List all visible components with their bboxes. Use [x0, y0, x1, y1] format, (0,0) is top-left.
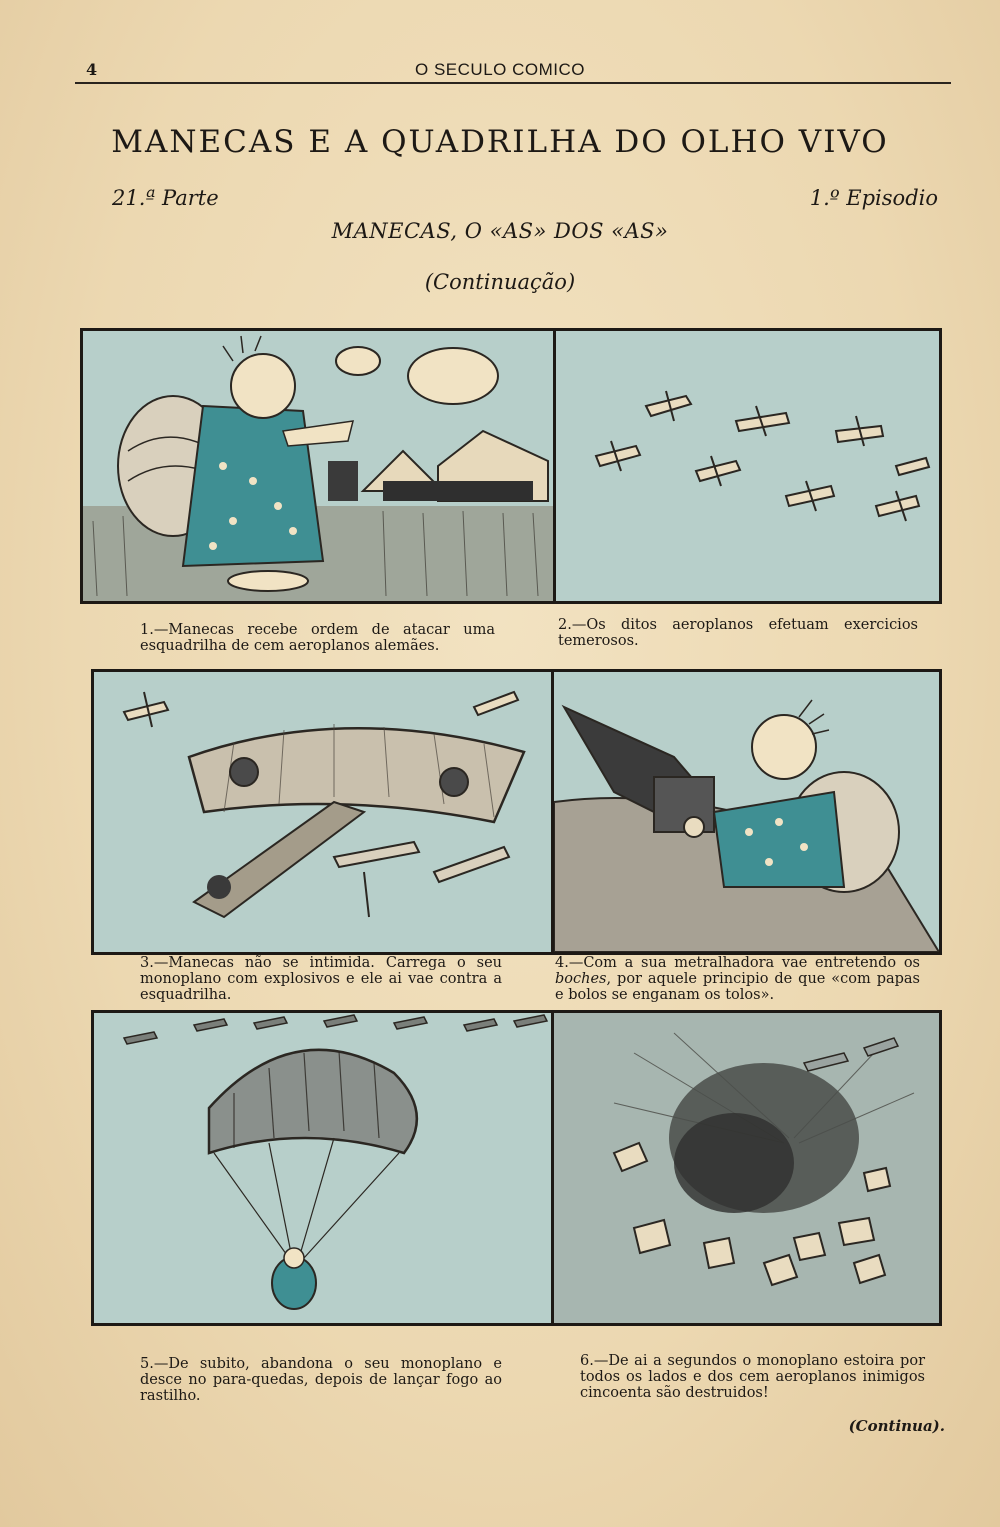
caption-2: 2.—Os ditos aeroplanos efetuam exercicios temerosos.	[558, 617, 918, 649]
part-label: 21.ª Parte	[112, 186, 219, 210]
panel-6-illustration	[554, 1013, 939, 1323]
caption-5: 5.—De subito, abandona o seu monoplano e desce no para-quedas, depois de lançar fogo ao rastilho.	[140, 1356, 502, 1404]
panel-2	[553, 328, 942, 604]
caption-6: 6.—De ai a segundos o monoplano estoira por todos os lados e dos cem aeroplanos inimigos cincoenta são destruidos!	[580, 1353, 925, 1401]
caption-4-text-after: , por aquele principio de que «com papas e bolos se enganam os tolos».	[555, 971, 920, 1003]
publication-title: O SECULO COMICO	[415, 60, 585, 79]
episode-label: 1.º Episodio	[809, 186, 938, 210]
panel-4	[551, 669, 942, 955]
header-rule	[75, 82, 951, 84]
panel-2-illustration	[556, 331, 939, 601]
page-number: 4	[86, 60, 98, 79]
story-subtitle: MANECAS, O «AS» DOS «AS»	[331, 219, 669, 243]
continuation-label: (Continuação)	[424, 270, 576, 294]
caption-4-emphasis: boches	[555, 971, 607, 987]
panel-3-illustration	[94, 672, 554, 952]
panel-1	[80, 328, 559, 604]
panel-5-illustration	[94, 1013, 554, 1323]
panel-3	[91, 669, 557, 955]
panel-4-illustration	[554, 672, 939, 952]
panel-6	[551, 1010, 942, 1326]
continues-label: (Continua).	[848, 1417, 945, 1435]
panel-5	[91, 1010, 557, 1326]
caption-4-text-before: 4.—Com a sua metralhadora vae entretendo os	[555, 955, 920, 971]
caption-1: 1.—Manecas recebe ordem de atacar uma esquadrilha de cem aeroplanos alemães.	[140, 622, 495, 654]
caption-4	[555, 955, 920, 1003]
caption-3: 3.—Manecas não se intimida. Carrega o seu monoplano com explosivos e ele ai vae contra a esquadrilha.	[140, 955, 502, 1003]
story-title: MANECAS E A QUADRILHA DO OLHO VIVO	[111, 124, 889, 160]
panel-1-illustration	[83, 331, 556, 601]
